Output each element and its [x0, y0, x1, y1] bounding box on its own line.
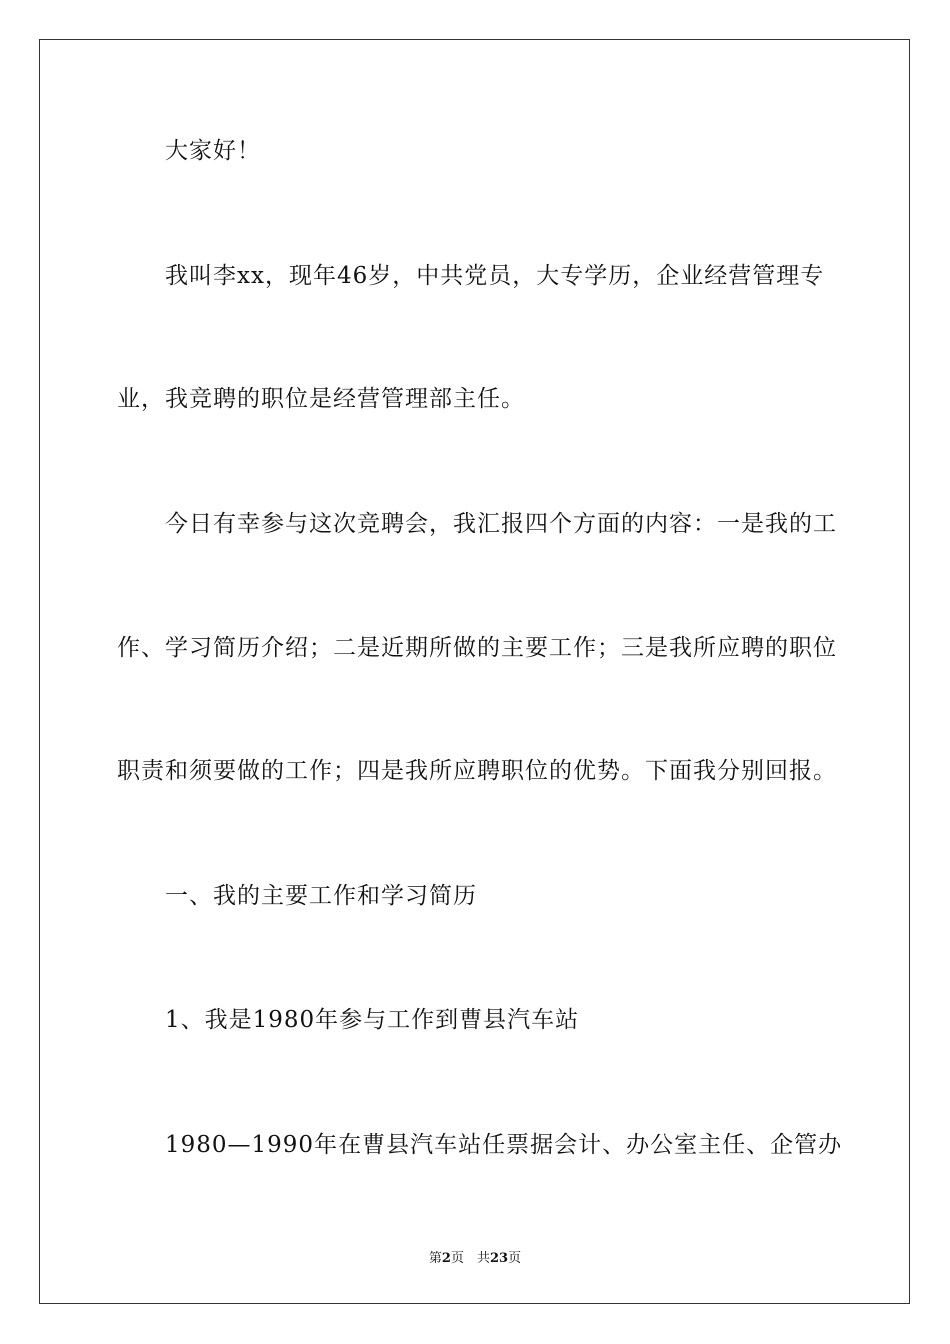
- paragraph-line: 我叫李xx，现年46岁，中共党员，大专学历，企业经营管理专: [165, 263, 825, 289]
- footer-mid: 页 共: [450, 1251, 490, 1266]
- paragraph-line: 作、学习简历介绍；二是近期所做的主要工作；三是我所应聘的职位: [117, 635, 837, 661]
- section-heading: 一、我的主要工作和学习简历: [165, 883, 477, 909]
- current-page-number: 2: [441, 1251, 451, 1266]
- paragraph-line: 职责和须要做的工作；四是我所应聘职位的优势。下面我分别回报。: [117, 758, 837, 784]
- greeting-line: 大家好！: [165, 138, 261, 164]
- footer-prefix: 第: [428, 1251, 442, 1266]
- page-footer: [0, 1247, 950, 1266]
- paragraph-line: 1980—1990年在曹县汽车站任票据会计、办公室主任、企管办: [165, 1132, 843, 1158]
- paragraph-line: 业，我竞聘的职位是经营管理部主任。: [117, 386, 525, 412]
- subsection-heading: 1、我是1980年参与工作到曹县汽车站: [165, 1007, 580, 1033]
- footer-suffix: 页: [508, 1251, 522, 1266]
- paragraph-line: 今日有幸参与这次竞聘会，我汇报四个方面的内容：一是我的工: [165, 511, 837, 537]
- total-page-count: 23: [489, 1251, 509, 1266]
- page-frame: [39, 39, 910, 1304]
